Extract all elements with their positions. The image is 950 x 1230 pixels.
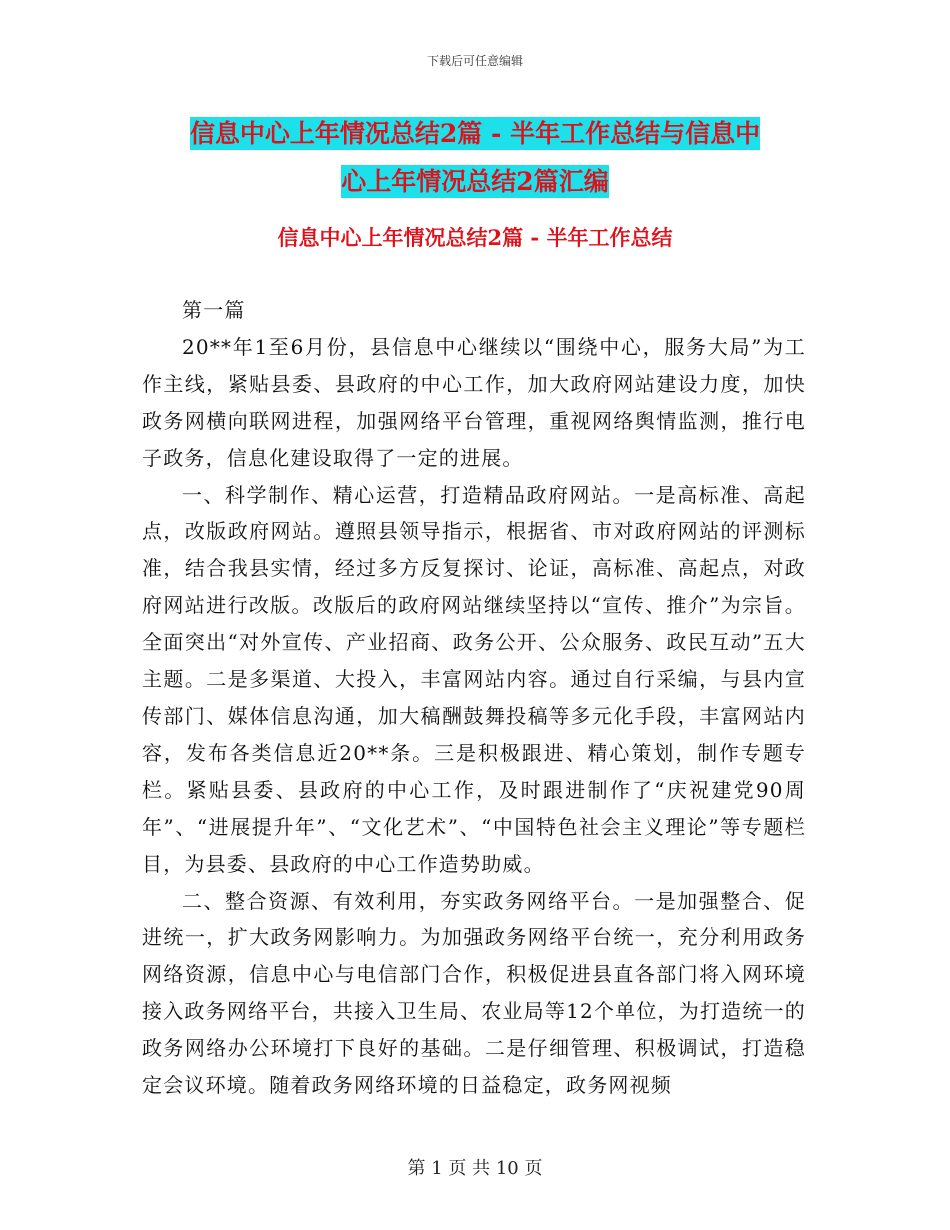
section-label: 第一篇 bbox=[182, 298, 246, 322]
paragraph-section-two: 二、整合资源、有效利用，夯实政务网络平台。一是加强整合、促进统一，扩大政务网影响力。为加强政务网络平台统一，充分利用政务网络资源，信息中心与电信部门合作，积极促进县直各部门将入网环境接入政务网络平台，共接入卫生局、农业局等12个单位，为打造统一的政务网络办公环境打下良好的基础。二是仔细管理、积极调试，打造稳定会议环境。随着政务网络环境的日益稳定，政务网视频 bbox=[142, 888, 806, 1098]
document-body bbox=[142, 292, 806, 1104]
document-title-line-2: 心上年情况总结2篇汇编 bbox=[341, 167, 609, 196]
page-number: 第 1 页 共 10 页 bbox=[407, 1158, 543, 1179]
paragraph-intro: 20**年1至6月份，县信息中心继续以“围绕中心，服务大局”为工作主线，紧贴县委、县政府的中心工作，加大政府网站建设力度，加快政务网横向联网进程，加强网络平台管理，重视网络舆情监测，推行电子政务，信息化建设取得了一定的进展。 bbox=[142, 334, 806, 470]
paragraph-section-one: 一、科学制作、精心运营，打造精品政府网站。一是高标准、高起点，改版政府网站。遵照县领导指示，根据省、市对政府网站的评测标准，结合我县实情，经过多方反复探讨、论证，高标准、高起点，对政府网站进行改版。改版后的政府网站继续坚持以“宣传、推介”为宗旨。全面突出“对外宣传、产业招商、政务公开、公众服务、政民互动”五大主题。二是多渠道、大投入，丰富网站内容。通过自行采编，与县内宣传部门、媒体信息沟通，加大稿酬鼓舞投稿等多元化手段，丰富网站内容，发布各类信息近20**条。三是积极跟进、精心策划，制作专题专栏。紧贴县委、县政府的中心工作，及时跟进制作了“庆祝建党90周年”、“进展提升年”、“文化艺术”、“中国特色社会主义理论”等专题栏目，为县委、县政府的中心工作造势助威。 bbox=[142, 482, 806, 876]
document-subtitle: 信息中心上年情况总结2篇 - 半年工作总结 bbox=[277, 225, 673, 250]
page-header-note: 下载后可任意编辑 bbox=[426, 54, 523, 68]
document-title-line-1: 信息中心上年情况总结2篇 - 半年工作总结与信息中 bbox=[189, 119, 761, 148]
document-title bbox=[143, 110, 807, 206]
